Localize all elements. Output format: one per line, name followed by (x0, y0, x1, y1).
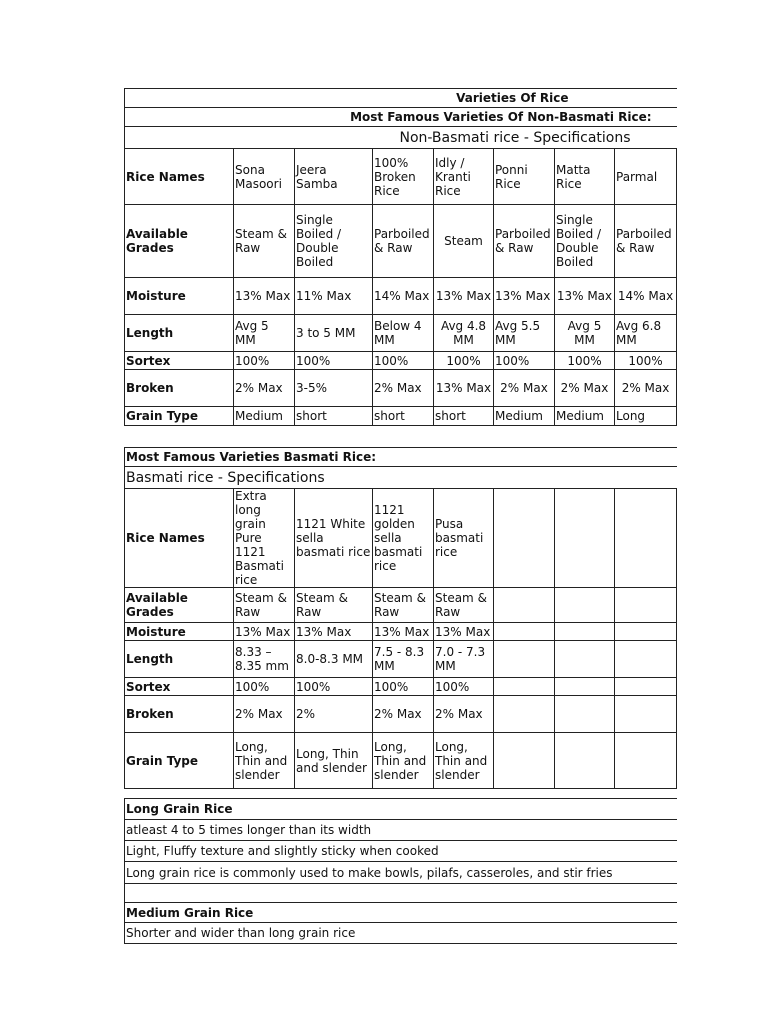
row-label-length: Length (125, 641, 234, 678)
table-cell: 2% Max (434, 696, 494, 733)
table-cell: Avg 6.8 MM (615, 315, 677, 352)
basmati-heading: Most Famous Varieties Basmati Rice: (125, 448, 677, 467)
long-grain-line: Long grain rice is commonly used to make bowls, pilafs, casseroles, and stir fries (125, 862, 677, 884)
table-cell: Steam & Raw (434, 588, 494, 623)
table-cell: 13% Max (373, 623, 434, 641)
row-label-grain-type: Grain Type (125, 733, 234, 789)
empty-cell (494, 623, 555, 641)
row-label-available-grades: Available Grades (125, 205, 234, 278)
row-label-moisture: Moisture (125, 278, 234, 315)
table-cell: 3-5% (295, 370, 373, 407)
table-cell: 100% (373, 352, 434, 370)
empty-cell (615, 641, 677, 678)
table-cell: 2% Max (615, 370, 677, 407)
table-cell: 13% Max (434, 623, 494, 641)
table-cell: 1121 White sella basmati rice (295, 489, 373, 588)
row-label-sortex: Sortex (125, 352, 234, 370)
long-grain-line: Light, Fluffy texture and slightly sticky when cooked (125, 841, 677, 862)
table-cell: 13% Max (434, 370, 494, 407)
row-label-sortex: Sortex (125, 678, 234, 696)
non-basmati-spec-title: Non-Basmati rice - Specifications (125, 127, 677, 149)
long-grain-title: Long Grain Rice (125, 799, 677, 820)
table-cell: 13% Max (234, 623, 295, 641)
empty-row (125, 884, 677, 903)
table-cell: 100% (373, 678, 434, 696)
table-row (125, 733, 677, 789)
empty-cell (555, 489, 615, 588)
table-cell: 2% (295, 696, 373, 733)
table-cell: 2% Max (373, 370, 434, 407)
table-row (125, 352, 677, 370)
table-cell: 100% (295, 678, 373, 696)
table-cell: 7.0 - 7.3 MM (434, 641, 494, 678)
table-cell: 14% Max (615, 278, 677, 315)
table-cell: Single Boiled / Double Boiled (555, 205, 615, 278)
row-label-rice-names: Rice Names (125, 149, 234, 205)
table-cell: Parmal (615, 149, 677, 205)
empty-cell (615, 588, 677, 623)
table-cell: Medium (494, 407, 555, 426)
non-basmati-specifications-table (124, 88, 677, 426)
table-row (125, 315, 677, 352)
table-cell: 7.5 - 8.3 MM (373, 641, 434, 678)
table-row (125, 696, 677, 733)
table-cell: 13% Max (234, 278, 295, 315)
table-cell: short (373, 407, 434, 426)
basmati-specifications-table (124, 447, 677, 789)
empty-cell (494, 696, 555, 733)
table-cell: Ponni Rice (494, 149, 555, 205)
non-basmati-heading: Most Famous Varieties Of Non-Basmati Rice: (125, 108, 677, 127)
empty-cell (555, 696, 615, 733)
table-row (125, 678, 677, 696)
table-cell: Long, Thin and slender (295, 733, 373, 789)
table-cell: Parboiled & Raw (494, 205, 555, 278)
table-cell: Steam & Raw (295, 588, 373, 623)
table-cell: 11% Max (295, 278, 373, 315)
table-cell: 100% Broken Rice (373, 149, 434, 205)
table-cell: 13% Max (434, 278, 494, 315)
table-row (125, 489, 677, 588)
document-title: Varieties Of Rice (125, 89, 677, 108)
row-label-rice-names: Rice Names (125, 489, 234, 588)
table-cell: Avg 5.5 MM (494, 315, 555, 352)
table-cell: Below 4 MM (373, 315, 434, 352)
empty-cell (555, 588, 615, 623)
table-cell: Long (615, 407, 677, 426)
table-cell: 13% Max (494, 278, 555, 315)
table-cell: 100% (295, 352, 373, 370)
table-row (125, 407, 677, 426)
long-grain-line: atleast 4 to 5 times longer than its width (125, 820, 677, 841)
table-cell: 14% Max (373, 278, 434, 315)
empty-cell (615, 696, 677, 733)
table-cell: Steam & Raw (234, 205, 295, 278)
table-cell: Long, Thin and slender (373, 733, 434, 789)
table-cell: 100% (494, 352, 555, 370)
table-cell: Parboiled & Raw (373, 205, 434, 278)
table-cell: 2% Max (555, 370, 615, 407)
table-cell: Avg 4.8 MM (434, 315, 494, 352)
table-cell: Avg 5 MM (234, 315, 295, 352)
table-cell: Steam & Raw (373, 588, 434, 623)
table-cell: 2% Max (234, 370, 295, 407)
empty-cell (494, 588, 555, 623)
row-label-length: Length (125, 315, 234, 352)
table-row (125, 205, 677, 278)
table-cell: Long, Thin and slender (234, 733, 295, 789)
table-cell: Steam & Raw (234, 588, 295, 623)
table-cell: Steam (434, 205, 494, 278)
table-cell: Idly / Kranti Rice (434, 149, 494, 205)
table-cell: Sona Masoori (234, 149, 295, 205)
empty-cell (615, 733, 677, 789)
table-row (125, 278, 677, 315)
table-row (125, 149, 677, 205)
table-cell: Medium (234, 407, 295, 426)
table-cell: 8.33 – 8.35 mm (234, 641, 295, 678)
empty-cell (494, 489, 555, 588)
table-cell: 100% (555, 352, 615, 370)
table-row (125, 641, 677, 678)
empty-cell (555, 678, 615, 696)
empty-cell (555, 641, 615, 678)
table-cell: 100% (234, 678, 295, 696)
table-row (125, 588, 677, 623)
table-cell: 13% Max (295, 623, 373, 641)
empty-cell (555, 733, 615, 789)
table-cell: Single Boiled / Double Boiled (295, 205, 373, 278)
table-cell: Matta Rice (555, 149, 615, 205)
table-cell: 100% (434, 352, 494, 370)
table-cell: 3 to 5 MM (295, 315, 373, 352)
table-cell: short (434, 407, 494, 426)
empty-cell (615, 623, 677, 641)
empty-cell (494, 641, 555, 678)
table-cell: Extra long grain Pure 1121 Basmati rice (234, 489, 295, 588)
table-cell: 8.0-8.3 MM (295, 641, 373, 678)
row-label-grain-type: Grain Type (125, 407, 234, 426)
row-label-broken: Broken (125, 696, 234, 733)
empty-cell (615, 489, 677, 588)
table-cell: 2% Max (494, 370, 555, 407)
table-cell: Jeera Samba (295, 149, 373, 205)
table-cell: Avg 5 MM (555, 315, 615, 352)
table-cell: Parboiled & Raw (615, 205, 677, 278)
table-cell: 2% Max (234, 696, 295, 733)
table-cell: Long, Thin and slender (434, 733, 494, 789)
table-cell: 1121 golden sella basmati rice (373, 489, 434, 588)
empty-cell (555, 623, 615, 641)
medium-grain-title: Medium Grain Rice (125, 903, 677, 923)
empty-cell (494, 733, 555, 789)
row-label-broken: Broken (125, 370, 234, 407)
empty-cell (494, 678, 555, 696)
table-cell: short (295, 407, 373, 426)
table-row (125, 370, 677, 407)
table-cell: 100% (615, 352, 677, 370)
row-label-moisture: Moisture (125, 623, 234, 641)
table-cell: 100% (434, 678, 494, 696)
table-cell: 2% Max (373, 696, 434, 733)
table-cell: Medium (555, 407, 615, 426)
medium-grain-line: Shorter and wider than long grain rice (125, 923, 677, 944)
empty-cell (615, 678, 677, 696)
table-cell: Pusa basmati rice (434, 489, 494, 588)
basmati-spec-title: Basmati rice - Specifications (125, 467, 677, 489)
grain-notes-table (124, 798, 677, 944)
row-label-available-grades: Available Grades (125, 588, 234, 623)
table-cell: 100% (234, 352, 295, 370)
table-row (125, 623, 677, 641)
table-cell: 13% Max (555, 278, 615, 315)
